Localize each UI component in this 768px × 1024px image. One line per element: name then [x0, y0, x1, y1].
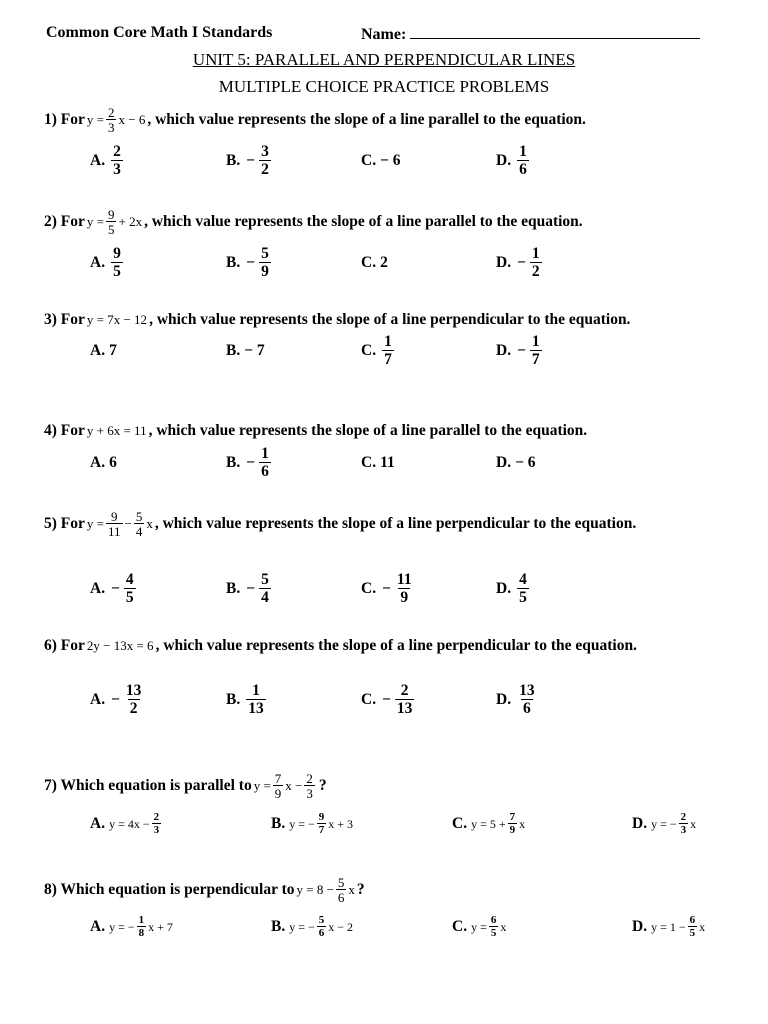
fraction — [688, 915, 698, 939]
option-label: B. — [226, 579, 241, 597]
question-6 — [44, 637, 637, 655]
option-label: A. — [90, 253, 106, 271]
option-label: D. — [496, 454, 512, 471]
option-4a — [90, 454, 117, 472]
eq-part: x − 2 — [328, 919, 354, 934]
eq-part: x − 6 — [118, 112, 146, 127]
sign: − — [111, 690, 120, 708]
fraction — [304, 772, 315, 800]
option-label: B. — [226, 151, 241, 169]
numerator: 2 — [153, 811, 160, 823]
question-number: 4) For — [44, 422, 85, 439]
question-text: , which value represents the slope of a line parallel to the equation. — [148, 422, 588, 439]
denominator: 3 — [680, 824, 687, 836]
denominator: 6 — [522, 699, 531, 717]
option-8b — [271, 915, 353, 939]
denominator: 8 — [138, 927, 145, 939]
question-number: 3) For — [44, 311, 85, 328]
option-3b — [226, 342, 265, 360]
numerator: 2 — [306, 771, 313, 786]
fraction — [259, 144, 271, 177]
option-equation — [289, 812, 353, 836]
eq-part: y = — [86, 516, 104, 531]
unit-title-text: UNIT 5: PARALLEL AND PERPENDICULAR LINES — [192, 50, 576, 69]
denominator: 6 — [337, 890, 345, 905]
eq-part: y = − — [289, 816, 315, 831]
fraction — [489, 915, 499, 939]
option-5a — [90, 572, 138, 605]
option-label: A. — [90, 342, 106, 359]
denominator: 5 — [519, 588, 527, 606]
numerator: 9 — [111, 509, 118, 524]
denominator: 3 — [107, 120, 115, 135]
numerator: 9 — [113, 245, 121, 262]
option-equation — [289, 915, 353, 939]
option-label: C. — [361, 579, 377, 597]
numerator: 9 — [318, 811, 325, 823]
option-value: − 7 — [244, 342, 265, 359]
fraction — [530, 246, 542, 279]
denominator: 4 — [261, 588, 269, 606]
numerator: 1 — [384, 333, 392, 350]
numerator: 1 — [252, 682, 260, 699]
fraction — [517, 572, 529, 605]
denominator: 9 — [400, 588, 409, 606]
question-text: ? — [318, 777, 327, 794]
option-label: A. — [90, 815, 106, 832]
question-text: , which value represents the slope of a line perpendicular to the equation. — [155, 637, 637, 654]
option-value: − 6 — [515, 454, 536, 471]
option-1d — [496, 144, 531, 177]
option-equation — [651, 915, 705, 939]
fraction — [508, 812, 518, 836]
eq-part: x — [348, 882, 355, 897]
eq-part: + 2x — [118, 214, 143, 229]
option-label: B. — [226, 342, 241, 359]
sign: − — [246, 579, 256, 597]
option-label: A. — [90, 690, 106, 708]
course-title: Common Core Math I Standards — [46, 24, 273, 41]
numerator: 7 — [274, 771, 282, 786]
option-8c — [452, 915, 506, 939]
option-label: A. — [90, 579, 106, 597]
numerator: 5 — [261, 245, 269, 262]
eq-part: x — [146, 516, 153, 531]
denominator: 5 — [689, 927, 696, 939]
fraction — [106, 208, 117, 236]
question-text: , which value represents the slope of a line parallel to the equation. — [147, 111, 586, 128]
option-label: C. — [361, 454, 377, 471]
question-number: 2) For — [44, 213, 85, 230]
eq-part: x — [690, 816, 697, 831]
option-7d — [632, 812, 696, 836]
option-label: C. — [452, 815, 468, 832]
option-4b — [226, 446, 273, 479]
name-label: Name: — [361, 26, 407, 43]
numerator: 2 — [680, 811, 687, 823]
eq-part: − — [124, 516, 132, 531]
fraction — [530, 334, 542, 367]
option-label: D. — [496, 341, 512, 359]
option-2b — [226, 246, 273, 279]
numerator: 2 — [107, 105, 115, 120]
question-2 — [44, 208, 583, 236]
sign: − — [246, 253, 256, 271]
fraction — [382, 334, 394, 367]
option-label: B. — [226, 253, 241, 271]
numerator: 11 — [396, 571, 412, 588]
option-6d — [496, 683, 539, 716]
fraction — [517, 144, 529, 177]
numerator: 2 — [400, 682, 409, 699]
numerator: 13 — [519, 682, 535, 699]
option-6c — [361, 683, 416, 716]
sign: − — [517, 341, 526, 359]
option-equation — [109, 915, 173, 939]
option-equation — [471, 812, 525, 836]
denominator: 3 — [306, 786, 313, 801]
numerator: 1 — [519, 143, 527, 160]
numerator: 5 — [135, 509, 143, 524]
equation — [254, 772, 317, 800]
denominator: 3 — [153, 824, 160, 836]
option-7a — [90, 812, 163, 836]
option-3a — [90, 342, 117, 360]
sign: − — [517, 253, 526, 271]
numerator: 2 — [113, 143, 121, 160]
fraction — [124, 572, 136, 605]
option-6a — [90, 683, 145, 716]
fraction — [317, 915, 327, 939]
option-label: C. — [361, 690, 377, 708]
numerator: 1 — [138, 914, 145, 926]
fraction — [246, 683, 266, 716]
fraction — [134, 510, 145, 538]
denominator: 7 — [318, 824, 325, 836]
option-1a — [90, 144, 125, 177]
eq-part: x — [519, 816, 526, 831]
name-blank-line — [410, 24, 700, 39]
option-2a — [90, 246, 125, 279]
denominator: 9 — [274, 786, 282, 801]
question-3 — [44, 311, 630, 329]
fraction — [106, 106, 117, 134]
denominator: 13 — [248, 699, 264, 717]
fraction — [259, 446, 271, 479]
fraction — [106, 510, 123, 538]
option-value: 2 — [380, 254, 388, 271]
question-8 — [44, 876, 365, 904]
option-equation — [651, 812, 696, 836]
option-7b — [271, 812, 353, 836]
question-number: 1) For — [44, 111, 85, 128]
option-label: B. — [271, 918, 286, 935]
question-4 — [44, 422, 587, 440]
eq-part: x − — [285, 778, 303, 793]
worksheet-subtitle-text: MULTIPLE CHOICE PRACTICE PROBLEMS — [218, 77, 550, 96]
question-text: , which value represents the slope of a line perpendicular to the equation. — [154, 515, 637, 532]
eq-part: y = — [471, 919, 487, 934]
numerator: 1 — [261, 445, 269, 462]
option-label: D. — [632, 918, 648, 935]
question-1 — [44, 106, 586, 134]
sign: − — [246, 453, 256, 471]
eq-part: y = — [86, 214, 104, 229]
sign: − — [246, 151, 256, 169]
option-8d — [632, 915, 705, 939]
equation — [87, 106, 145, 134]
eq-part: y = 4x − — [109, 816, 150, 831]
option-label: D. — [632, 815, 648, 832]
option-label: A. — [90, 151, 106, 169]
eq-part: y = — [86, 112, 104, 127]
option-label: D. — [496, 690, 512, 708]
fraction — [259, 572, 271, 605]
denominator: 7 — [384, 350, 392, 368]
eq-part: y = 1 − — [651, 919, 686, 934]
eq-part: y = − — [109, 919, 135, 934]
eq-part: x — [699, 919, 706, 934]
question-text: , which value represents the slope of a line parallel to the equation. — [144, 213, 583, 230]
fraction — [259, 246, 271, 279]
option-label: B. — [226, 690, 241, 708]
option-label: C. — [361, 341, 377, 359]
fraction — [111, 246, 123, 279]
equation: y + 6x = 11 — [86, 423, 147, 438]
denominator: 5 — [490, 927, 497, 939]
question-text: , which value represents the slope of a line perpendicular to the equation. — [149, 311, 631, 328]
numerator: 4 — [519, 571, 527, 588]
equation: y = 7x − 12 — [86, 312, 148, 327]
option-label: D. — [496, 151, 512, 169]
option-2d — [496, 246, 544, 279]
option-5c — [361, 572, 416, 605]
option-6b — [226, 683, 268, 716]
fraction — [317, 812, 327, 836]
fraction — [395, 683, 415, 716]
eq-part: x — [500, 919, 507, 934]
eq-part: y = 8 − — [296, 882, 334, 897]
unit-title — [0, 50, 768, 70]
option-label: C. — [361, 254, 377, 271]
denominator: 2 — [129, 699, 138, 717]
denominator: 2 — [261, 160, 269, 178]
option-label: B. — [226, 453, 241, 471]
eq-part: y = − — [651, 816, 677, 831]
option-label: D. — [496, 579, 512, 597]
sign: − — [382, 690, 391, 708]
fraction — [124, 683, 144, 716]
denominator: 3 — [113, 160, 121, 178]
denominator: 6 — [318, 927, 325, 939]
denominator: 6 — [519, 160, 527, 178]
sign: − — [382, 579, 391, 597]
denominator: 9 — [261, 262, 269, 280]
option-value: − 6 — [380, 152, 401, 169]
numerator: 3 — [261, 143, 269, 160]
numerator: 5 — [318, 914, 325, 926]
option-3c — [361, 334, 396, 367]
fraction — [137, 915, 147, 939]
option-3d — [496, 334, 544, 367]
numerator: 5 — [261, 571, 269, 588]
eq-part: x + 7 — [148, 919, 173, 934]
numerator: 1 — [531, 333, 540, 350]
option-label: A. — [90, 454, 106, 471]
eq-part: y = 5 + — [471, 816, 506, 831]
equation — [87, 208, 142, 236]
option-5d — [496, 572, 531, 605]
question-5 — [44, 510, 636, 538]
option-label: A. — [90, 918, 106, 935]
numerator: 9 — [107, 207, 115, 222]
question-number: 7) Which equation is parallel to — [44, 777, 252, 794]
question-number: 8) Which equation is perpendicular to — [44, 881, 295, 898]
equation: 2y − 13x = 6 — [86, 638, 154, 653]
option-8a — [90, 915, 173, 939]
numerator: 4 — [125, 571, 134, 588]
numerator: 7 — [509, 811, 516, 823]
worksheet-subtitle — [0, 77, 768, 97]
numerator: 1 — [531, 245, 540, 262]
question-7 — [44, 772, 327, 800]
option-4d — [496, 454, 536, 472]
fraction — [679, 812, 689, 836]
option-label: B. — [271, 815, 286, 832]
equation — [296, 876, 354, 904]
fraction — [273, 772, 284, 800]
numerator: 6 — [490, 914, 497, 926]
option-2c — [361, 254, 388, 272]
option-7c — [452, 812, 525, 836]
denominator: 9 — [509, 824, 516, 836]
denominator: 2 — [531, 262, 540, 280]
option-4c — [361, 454, 395, 472]
question-number: 5) For — [44, 515, 85, 532]
fraction — [336, 876, 347, 904]
eq-part: x + 3 — [328, 816, 354, 831]
option-value: 11 — [380, 454, 395, 471]
fraction — [517, 683, 537, 716]
eq-part: y = − — [289, 919, 315, 934]
option-equation — [109, 812, 163, 836]
denominator: 5 — [113, 262, 121, 280]
option-label: C. — [361, 152, 377, 169]
denominator: 11 — [107, 524, 121, 539]
denominator: 4 — [135, 524, 143, 539]
denominator: 13 — [396, 699, 413, 717]
question-number: 6) For — [44, 637, 85, 654]
numerator: 6 — [689, 914, 696, 926]
denominator: 5 — [125, 588, 134, 606]
option-value: 7 — [109, 342, 117, 359]
option-5b — [226, 572, 273, 605]
fraction — [152, 812, 162, 836]
fraction — [111, 144, 123, 177]
option-label: C. — [452, 918, 468, 935]
option-1b — [226, 144, 273, 177]
option-1c — [361, 152, 401, 170]
numerator: 13 — [125, 682, 142, 699]
denominator: 5 — [107, 222, 115, 237]
option-equation — [471, 915, 506, 939]
denominator: 7 — [531, 350, 540, 368]
eq-part: y = — [253, 778, 271, 793]
numerator: 5 — [337, 875, 345, 890]
equation — [87, 510, 153, 538]
fraction — [395, 572, 414, 605]
option-value: 6 — [109, 454, 117, 471]
denominator: 6 — [261, 462, 269, 480]
option-label: D. — [496, 253, 512, 271]
question-text: ? — [356, 881, 365, 898]
name-field — [361, 24, 700, 44]
sign: − — [111, 579, 120, 597]
